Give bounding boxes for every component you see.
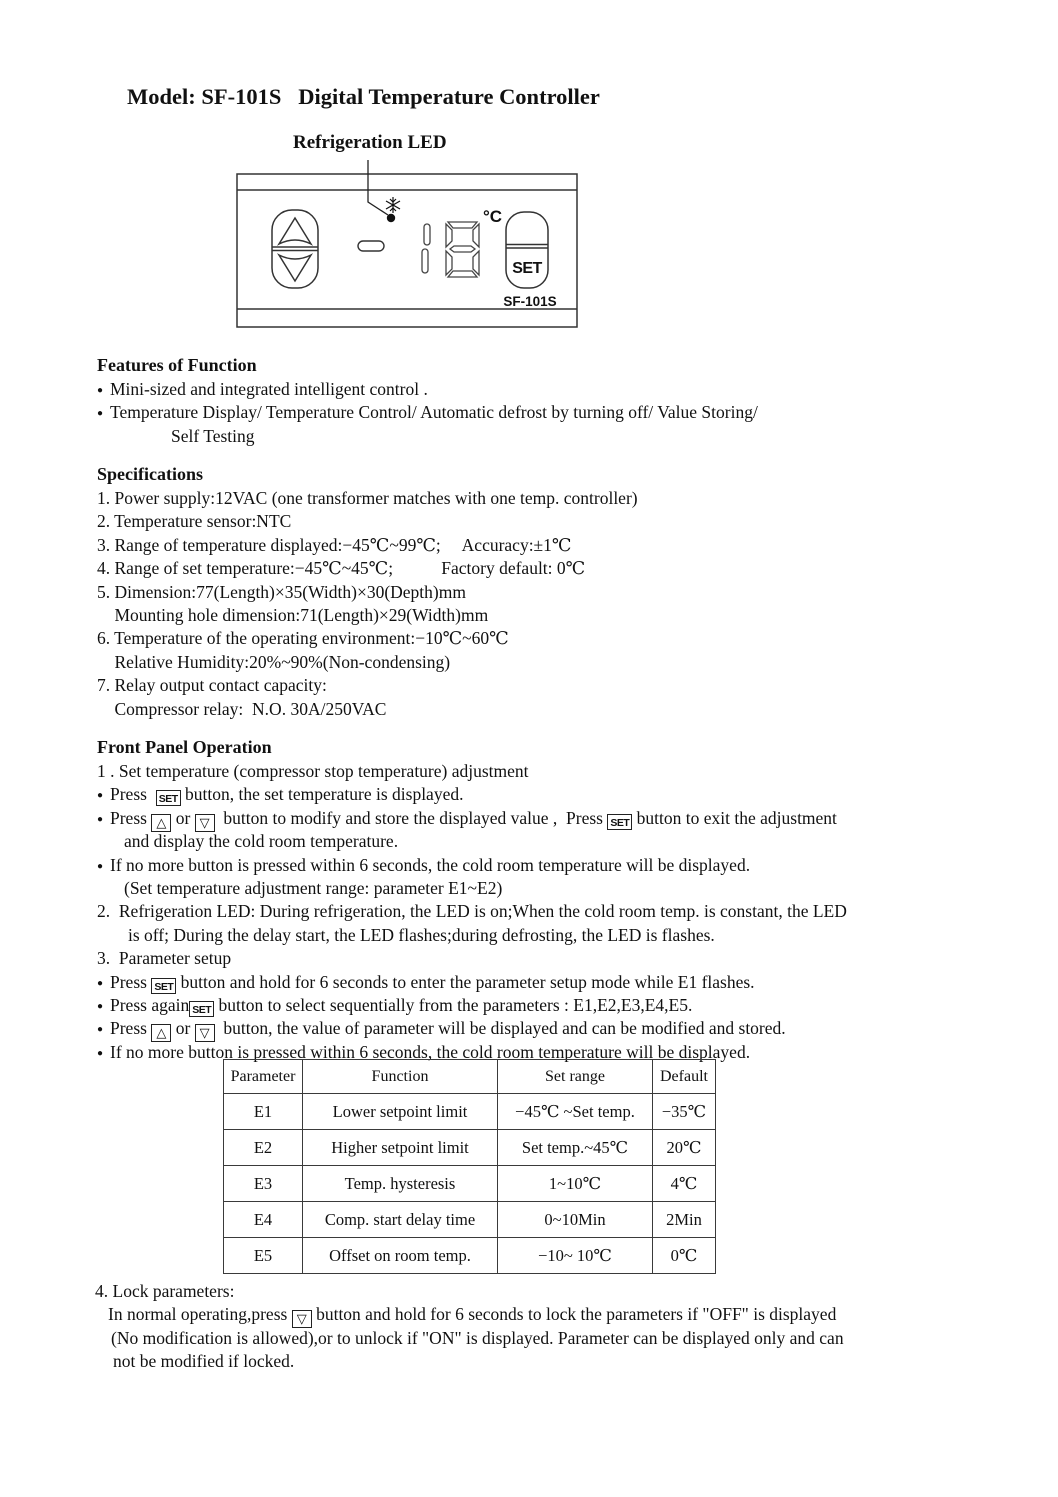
- feature-item: ● Mini-sized and integrated intelligent control .: [97, 378, 758, 401]
- down-arrow-icon: [279, 255, 311, 281]
- spec-line: Mounting hole dimension:71(Length)×29(Width)mm: [97, 604, 489, 625]
- table-row: [224, 1094, 716, 1130]
- front-panel-diagram: [230, 160, 590, 340]
- spec-line: 2. Temperature sensor:NTC: [97, 511, 292, 532]
- front-panel-heading: Front Panel Operation: [97, 737, 272, 757]
- param-cell: E3: [224, 1166, 303, 1202]
- operation-step-continuation: and display the cold room temperature.: [124, 831, 399, 852]
- default-cell: 2Min: [653, 1202, 716, 1238]
- up-arrow-icon: [279, 218, 311, 244]
- features-heading: Features of Function: [97, 355, 257, 375]
- specifications-heading: Specifications: [97, 464, 203, 484]
- operation-item: 3. Parameter setup: [97, 948, 232, 969]
- seven-segment-display: [422, 222, 479, 277]
- param-cell: E1: [224, 1094, 303, 1130]
- down-key-icon: ▽: [292, 1310, 312, 1328]
- spec-line: 6. Temperature of the operating environment:−10℃~60℃: [97, 628, 509, 649]
- spec-line: 1. Power supply:12VAC (one transformer matches with one temp. controller): [97, 488, 638, 508]
- operation-step: ● If no more button is pressed within 6 seconds, the cold room temperature will be displayed.: [97, 1041, 847, 1064]
- operation-item: 2. Refrigeration LED: During refrigeration, the LED is on;When the cold room temp. is constant, the LED: [97, 901, 847, 922]
- table-header-parameter: Parameter: [224, 1060, 303, 1094]
- table-header-function: Function: [303, 1060, 498, 1094]
- param-cell: E2: [224, 1130, 303, 1166]
- function-cell: Comp. start delay time: [303, 1202, 498, 1238]
- feature-item: ● Temperature Display/ Temperature Control/ Automatic defrost by turning off/ Value Storing/: [97, 401, 758, 424]
- default-cell: 4℃: [653, 1166, 716, 1202]
- spec-line: 4. Range of set temperature:−45℃~45℃; Factory default: 0℃: [97, 558, 586, 579]
- function-cell: Higher setpoint limit: [303, 1130, 498, 1166]
- panel-model-label: SF-101S: [503, 294, 557, 309]
- minus-sign: [358, 241, 384, 251]
- lock-parameters-section: [95, 1280, 844, 1374]
- table-header-default: Default: [653, 1060, 716, 1094]
- set-button-label: SET: [512, 260, 542, 277]
- operation-item-continuation: is off; During the delay start, the LED flashes;during defrosting, the LED is flashes.: [128, 924, 715, 945]
- operation-step: ● If no more button is pressed within 6 seconds, the cold room temperature will be displayed.: [97, 854, 847, 877]
- table-header-row: [224, 1060, 716, 1094]
- spec-line: Relative Humidity:20%~90%(Non-condensing): [97, 651, 451, 672]
- table-row: [224, 1130, 716, 1166]
- front-panel-operation-section: [97, 734, 847, 1064]
- lock-heading-line: 4. Lock parameters:: [95, 1281, 235, 1301]
- bullet-icon: ●: [97, 1024, 104, 1036]
- function-cell: Temp. hysteresis: [303, 1166, 498, 1202]
- operation-step: ● Press SET button and hold for 6 seconds to enter the parameter setup mode while E1 flashes.: [97, 971, 847, 994]
- bullet-icon: ●: [97, 1000, 104, 1012]
- bullet-icon: ●: [97, 977, 104, 989]
- refrigeration-led-label: Refrigeration LED: [293, 132, 447, 153]
- spec-line: 3. Range of temperature displayed:−45℃~99℃; Accuracy:±1℃: [97, 534, 572, 555]
- up-key-icon: △: [151, 1024, 171, 1042]
- set-key-icon: SET: [189, 1001, 214, 1017]
- set-range-cell: 0~10Min: [498, 1202, 653, 1238]
- bullet-icon: ●: [97, 385, 104, 396]
- lock-text-line: not be modified if locked.: [113, 1351, 295, 1372]
- param-cell: E5: [224, 1238, 303, 1274]
- spec-line: 5. Dimension:77(Length)×35(Width)×30(Depth)mm: [97, 581, 466, 602]
- table-row: [224, 1166, 716, 1202]
- up-key-icon: △: [151, 814, 171, 832]
- up-down-rocker-button: [272, 210, 318, 288]
- led-leader-line: [368, 160, 388, 215]
- set-key-icon: SET: [156, 790, 181, 806]
- set-range-cell: 1~10℃: [498, 1166, 653, 1202]
- down-key-icon: ▽: [195, 814, 215, 832]
- parameter-table: [223, 1059, 716, 1274]
- function-cell: Lower setpoint limit: [303, 1094, 498, 1130]
- bullet-icon: ●: [97, 860, 104, 872]
- set-range-cell: Set temp.~45℃: [498, 1130, 653, 1166]
- table-header-set-range: Set range: [498, 1060, 653, 1094]
- set-range-cell: −45℃ ~Set temp.: [498, 1094, 653, 1130]
- bullet-icon: ●: [97, 790, 104, 802]
- features-section: [97, 352, 758, 448]
- down-key-icon: ▽: [195, 1024, 215, 1042]
- set-range-cell: −10~ 10℃: [498, 1238, 653, 1274]
- spec-line: Compressor relay: N.O. 30A/250VAC: [97, 698, 387, 719]
- operation-step: ● Press again SET button to select sequentially from the parameters : E1,E2,E3,E4,E5.: [97, 994, 847, 1017]
- set-key-icon: SET: [607, 814, 632, 830]
- operation-step: ● Press △ or ▽ button, the value of parameter will be displayed and can be modified and stored.: [97, 1018, 786, 1042]
- set-key-icon: SET: [151, 978, 176, 994]
- spec-line: 7. Relay output contact capacity:: [97, 675, 327, 696]
- lock-text-line: In normal operating,press ▽ button and hold for 6 seconds to lock the parameters if "OFF" is displayed: [108, 1304, 837, 1328]
- operation-step-continuation: (Set temperature adjustment range: parameter E1~E2): [124, 877, 503, 898]
- param-cell: E4: [224, 1202, 303, 1238]
- default-cell: 0℃: [653, 1238, 716, 1274]
- bullet-icon: ●: [97, 408, 104, 420]
- operation-step: ● Press △ or ▽ button to modify and store the displayed value , Press SET button to exit the adjustment: [97, 807, 837, 831]
- table-row: [224, 1238, 716, 1274]
- operation-step: ● Press SET button, the set temperature is displayed.: [97, 783, 847, 806]
- default-cell: −35℃: [653, 1094, 716, 1130]
- table-row: [224, 1202, 716, 1238]
- page-title: Model: SF-101S Digital Temperature Controller: [127, 84, 600, 109]
- feature-item-continuation: Self Testing: [171, 425, 255, 446]
- operation-item: 1 . Set temperature (compressor stop temperature) adjustment: [97, 761, 529, 781]
- function-cell: Offset on room temp.: [303, 1238, 498, 1274]
- refrigeration-led-dot: [387, 214, 395, 222]
- lock-text-line: (No modification is allowed),or to unlock if "ON" is displayed. Parameter can be displayed only and can: [111, 1327, 844, 1348]
- bullet-icon: ●: [97, 813, 104, 825]
- bullet-icon: ●: [97, 1047, 104, 1059]
- specifications-section: [97, 461, 638, 721]
- default-cell: 20℃: [653, 1130, 716, 1166]
- celsius-label: °C: [483, 207, 503, 226]
- snowflake-icon: [386, 197, 400, 213]
